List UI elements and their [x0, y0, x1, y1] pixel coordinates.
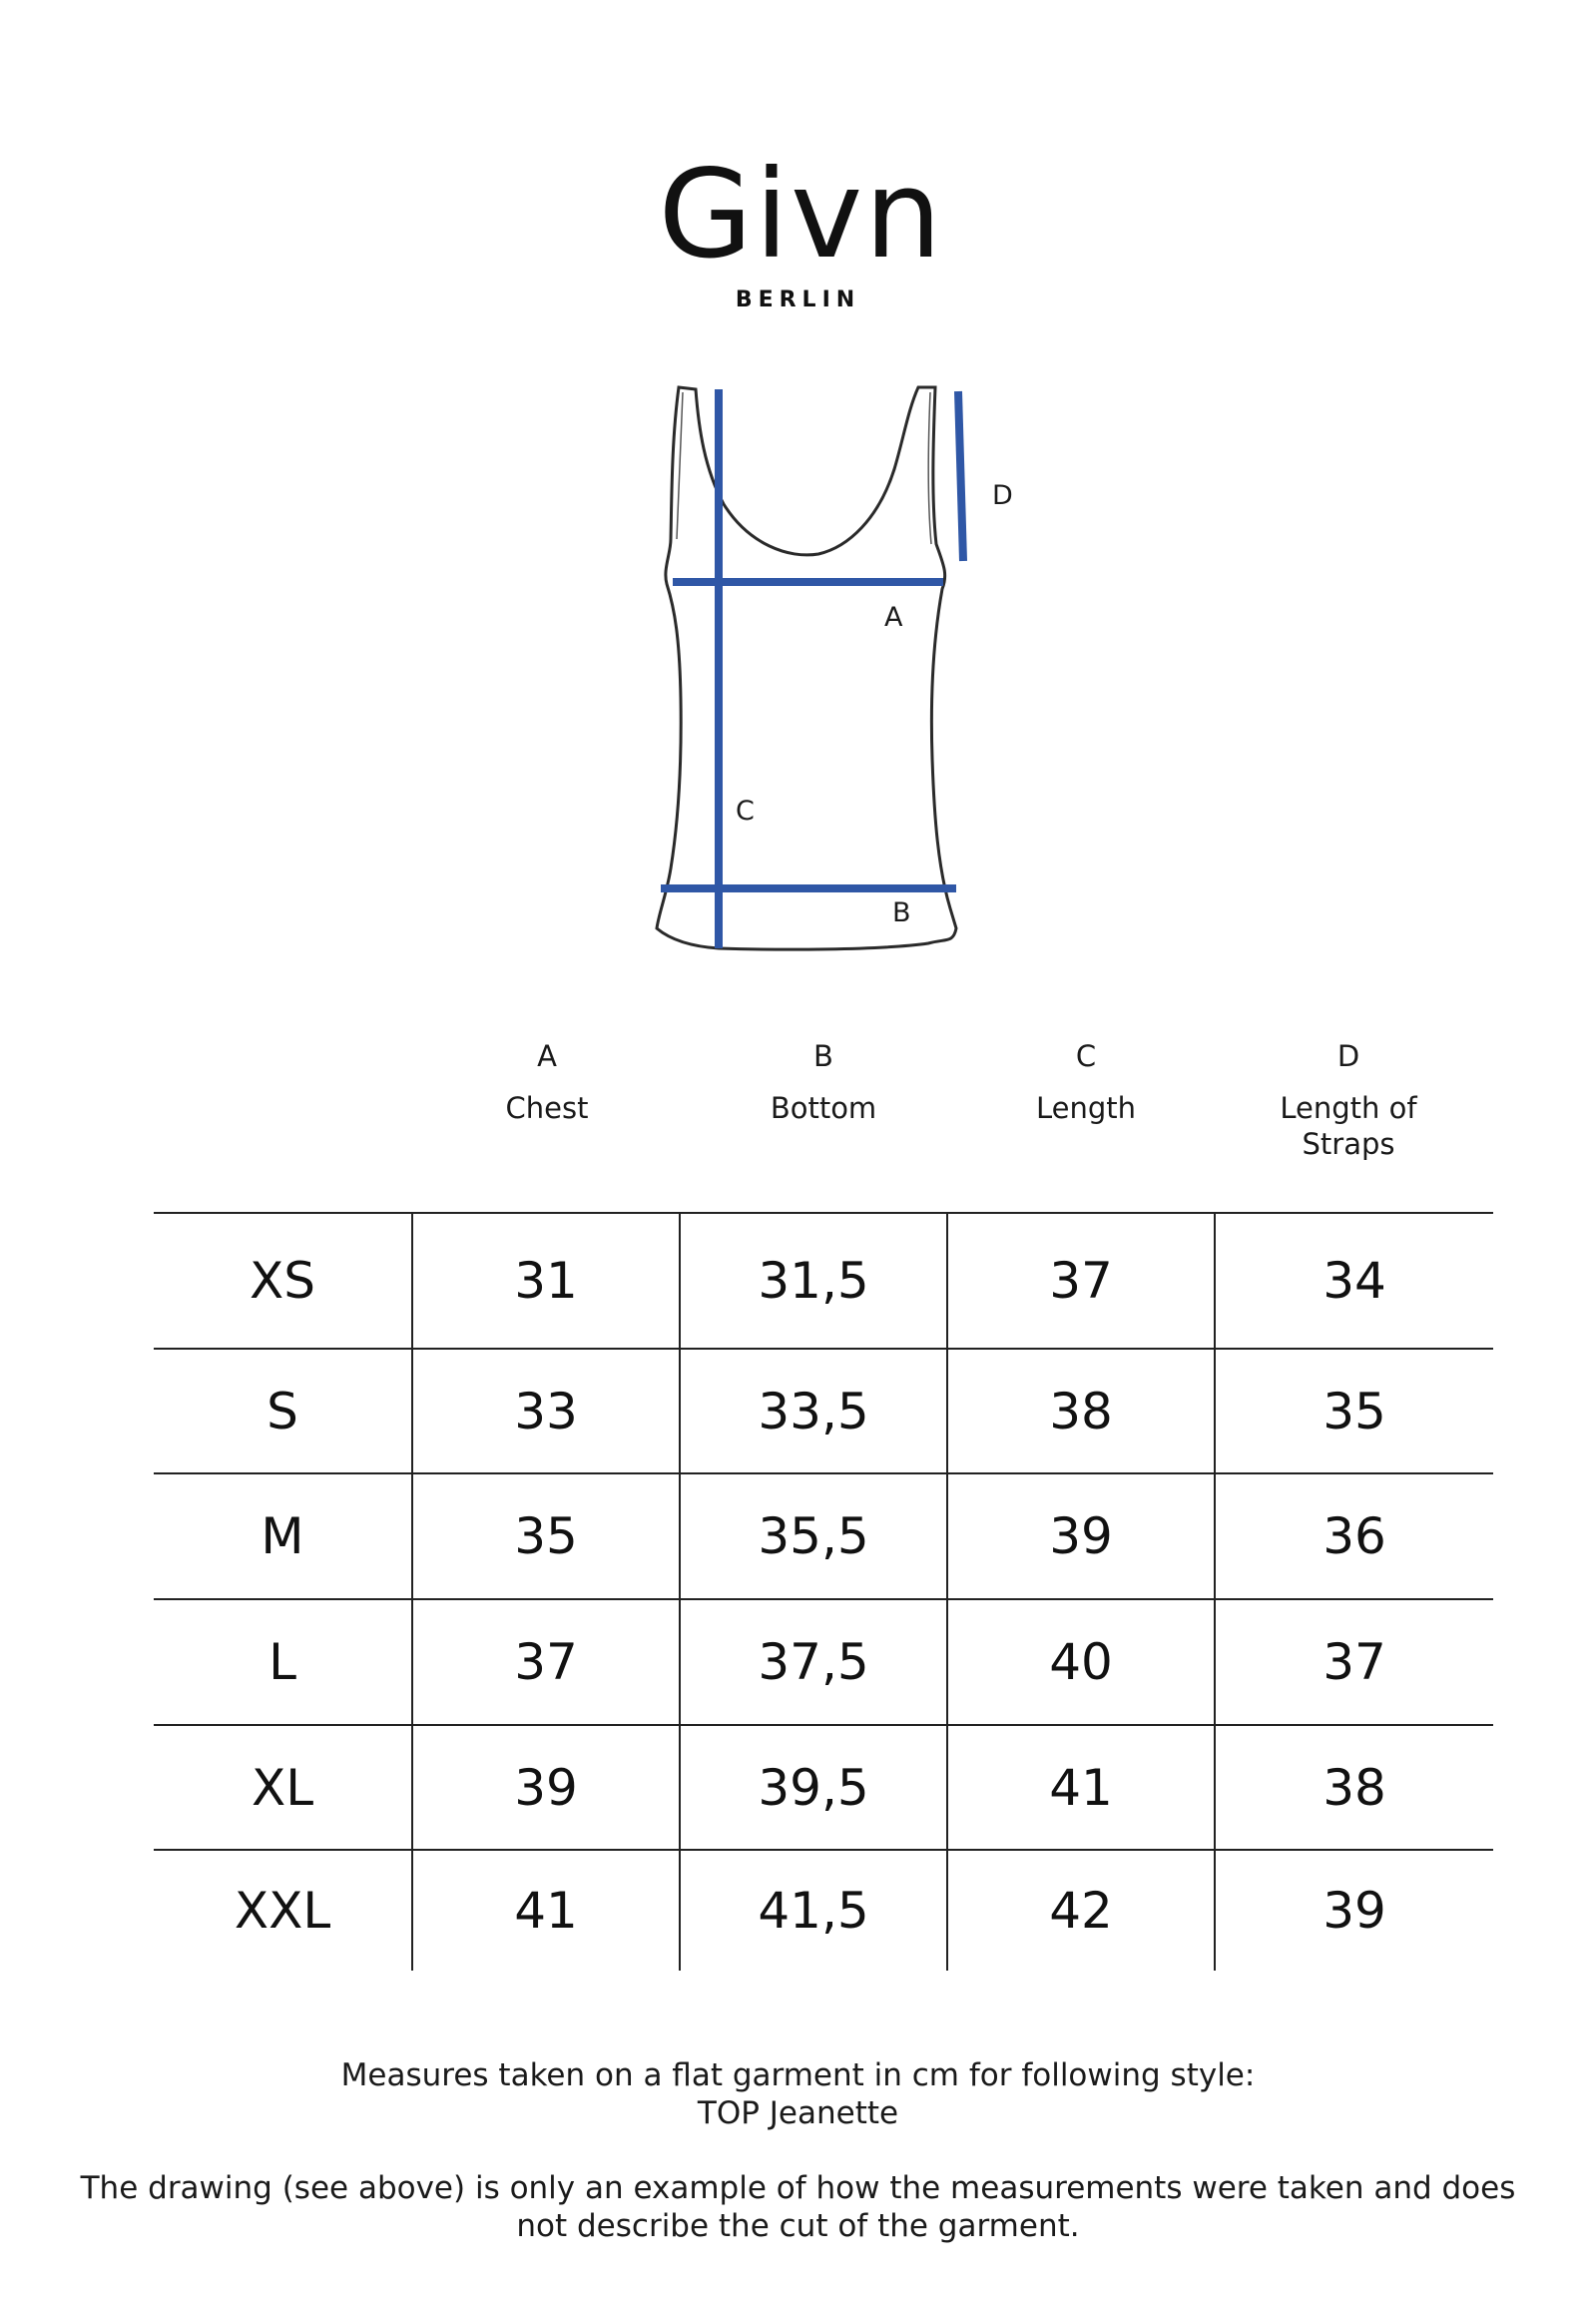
column-name: Length — [1035, 1091, 1137, 1125]
size-label: M — [154, 1473, 412, 1599]
table-cell: 34 — [1215, 1213, 1493, 1349]
label-b: B — [892, 897, 911, 928]
brand-logo — [0, 144, 1596, 312]
table-cell: 36 — [1215, 1473, 1493, 1599]
column-letter: C — [1075, 1039, 1097, 1073]
footer-line: not describe the cut of the garment. — [516, 2208, 1080, 2244]
brand-name: Givn — [658, 144, 944, 286]
table-cell: 35 — [1215, 1349, 1493, 1473]
table-cell: 35 — [412, 1473, 680, 1599]
table-cell: 37 — [412, 1599, 680, 1725]
table-row — [154, 1349, 1493, 1473]
table-cell: 41 — [412, 1850, 680, 1971]
column-header-bottom — [694, 1038, 953, 1126]
garment-outline — [657, 387, 956, 949]
footer-line: Measures taken on a flat garment in cm for following style: — [340, 2057, 1256, 2093]
table-cell: 33 — [412, 1349, 680, 1473]
table-cell: 40 — [947, 1599, 1215, 1725]
table-cell: 35,5 — [680, 1473, 947, 1599]
measure-line-d — [958, 391, 963, 561]
column-letter: D — [1336, 1039, 1360, 1073]
label-d: D — [992, 480, 1013, 511]
table-cell: 39 — [1215, 1850, 1493, 1971]
column-letter: B — [813, 1039, 833, 1073]
table-cell: 38 — [947, 1349, 1215, 1473]
column-name: Bottom — [770, 1091, 877, 1125]
brand-location: BERLIN — [735, 288, 861, 312]
table-cell: 31,5 — [680, 1213, 947, 1349]
table-cell: 42 — [947, 1850, 1215, 1971]
table-row — [154, 1473, 1493, 1599]
table-cell: 37 — [947, 1213, 1215, 1349]
size-label: XL — [154, 1725, 412, 1850]
size-table — [154, 1212, 1493, 1971]
column-header-chest — [417, 1038, 677, 1126]
table-cell: 31 — [412, 1213, 680, 1349]
table-cell: 38 — [1215, 1725, 1493, 1850]
table-cell: 37,5 — [680, 1599, 947, 1725]
size-label: XXL — [154, 1850, 412, 1971]
size-label: XS — [154, 1213, 412, 1349]
label-c: C — [736, 796, 755, 827]
garment-outline-inner — [677, 392, 931, 544]
size-label: L — [154, 1599, 412, 1725]
column-header-length — [956, 1038, 1216, 1126]
table-cell: 39,5 — [680, 1725, 947, 1850]
table-cell: 41,5 — [680, 1850, 947, 1971]
table-cell: 33,5 — [680, 1349, 947, 1473]
footer-line: The drawing (see above) is only an example of how the measurements were taken and does — [80, 2170, 1516, 2206]
size-label: S — [154, 1349, 412, 1473]
column-header-length-of-straps — [1219, 1038, 1478, 1162]
column-name: Chest — [505, 1091, 589, 1125]
table-cell: 41 — [947, 1725, 1215, 1850]
footer-note-disclaimer — [0, 2169, 1596, 2245]
label-a: A — [884, 602, 903, 633]
table-cell: 39 — [947, 1473, 1215, 1599]
table-row — [154, 1850, 1493, 1971]
table-cell: 39 — [412, 1725, 680, 1850]
table-cell: 37 — [1215, 1599, 1493, 1725]
table-row — [154, 1725, 1493, 1850]
table-row — [154, 1599, 1493, 1725]
column-letter: A — [537, 1039, 557, 1073]
footer-style-name: TOP Jeanette — [697, 2095, 899, 2131]
column-name: Length of Straps — [1280, 1091, 1417, 1161]
footer-note-style — [0, 2056, 1596, 2132]
table-row — [154, 1213, 1493, 1349]
